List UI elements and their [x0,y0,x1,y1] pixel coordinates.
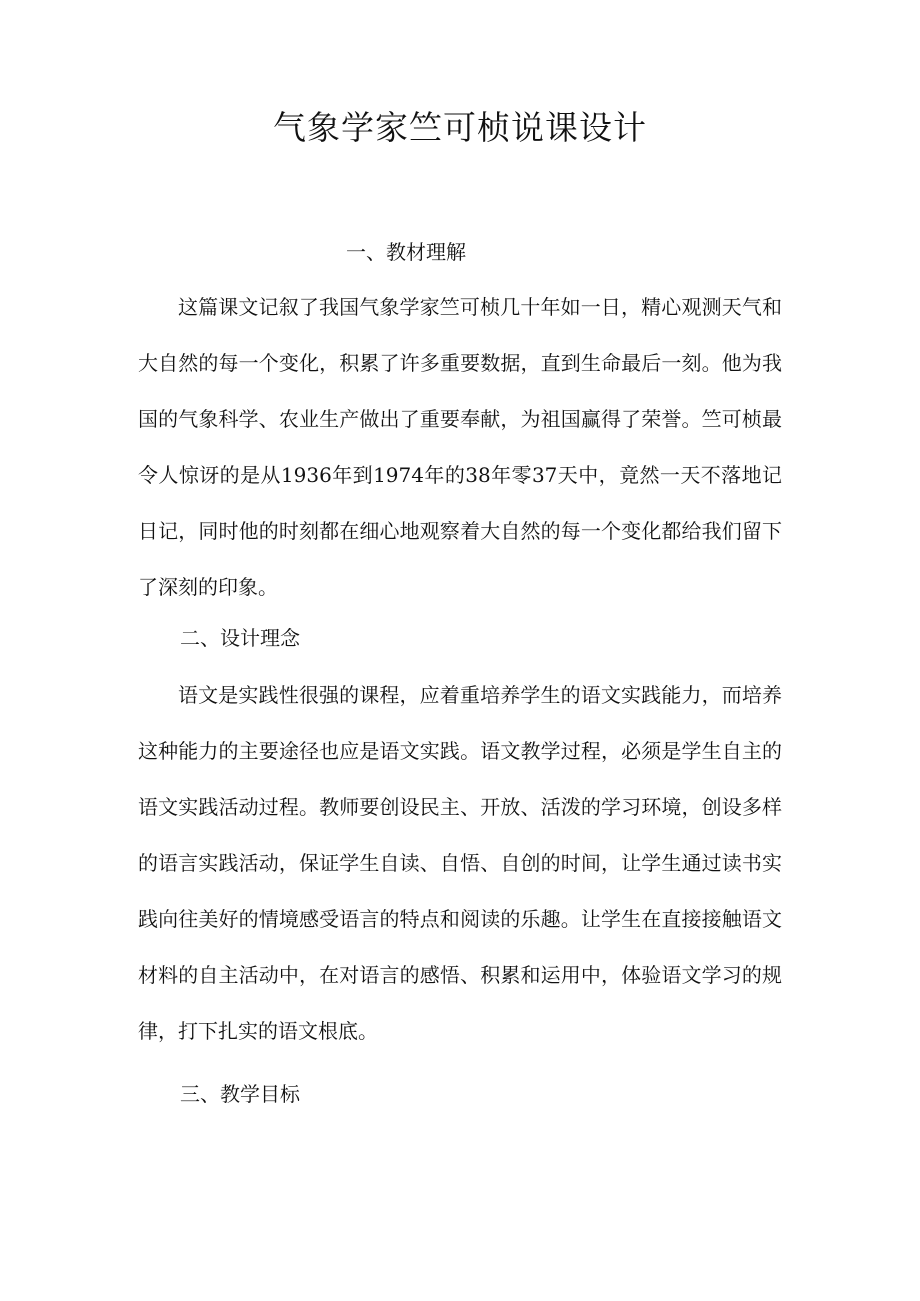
section-heading-design-concept: 二、设计理念 [180,626,300,650]
section-paragraph-design-concept: 语文是实践性很强的课程，应着重培养学生的语文实践能力，而培养这种能力的主要途径也应是语文实践。语文教学过程，必须是学生自主的语文实践活动过程。教师要创设民主、开放、活泼的学习环境，创设多样的语言实践活动，保证学生自读、自悟、自创的时间，让学生通过读书实践向往美好的情境感受语言的特点和阅读的乐趣。让学生在直接接触语文材料的自主活动中，在对语言的感悟、积累和运用中，体验语文学习的规律，打下扎实的语文根底。 [138,683,782,1043]
document-title: 气象学家竺可桢说课设计 [273,108,647,147]
section-heading-textbook-understanding: 一、教材理解 [346,240,466,264]
section-heading-teaching-goals: 三、教学目标 [180,1082,300,1106]
section-paragraph-textbook-understanding: 这篇课文记叙了我国气象学家竺可桢几十年如一日，精心观测天气和大自然的每一个变化，积累了许多重要数据，直到生命最后一刻。他为我国的气象科学、农业生产做出了重要奉献，为祖国赢得了荣誉。竺可桢最令人惊讶的是从1936年到1974年的38年零37天中，竟然一天不落地记日记，同时他的时刻都在细心地观察着大自然的每一个变化都给我们留下了深刻的印象。 [138,295,782,599]
